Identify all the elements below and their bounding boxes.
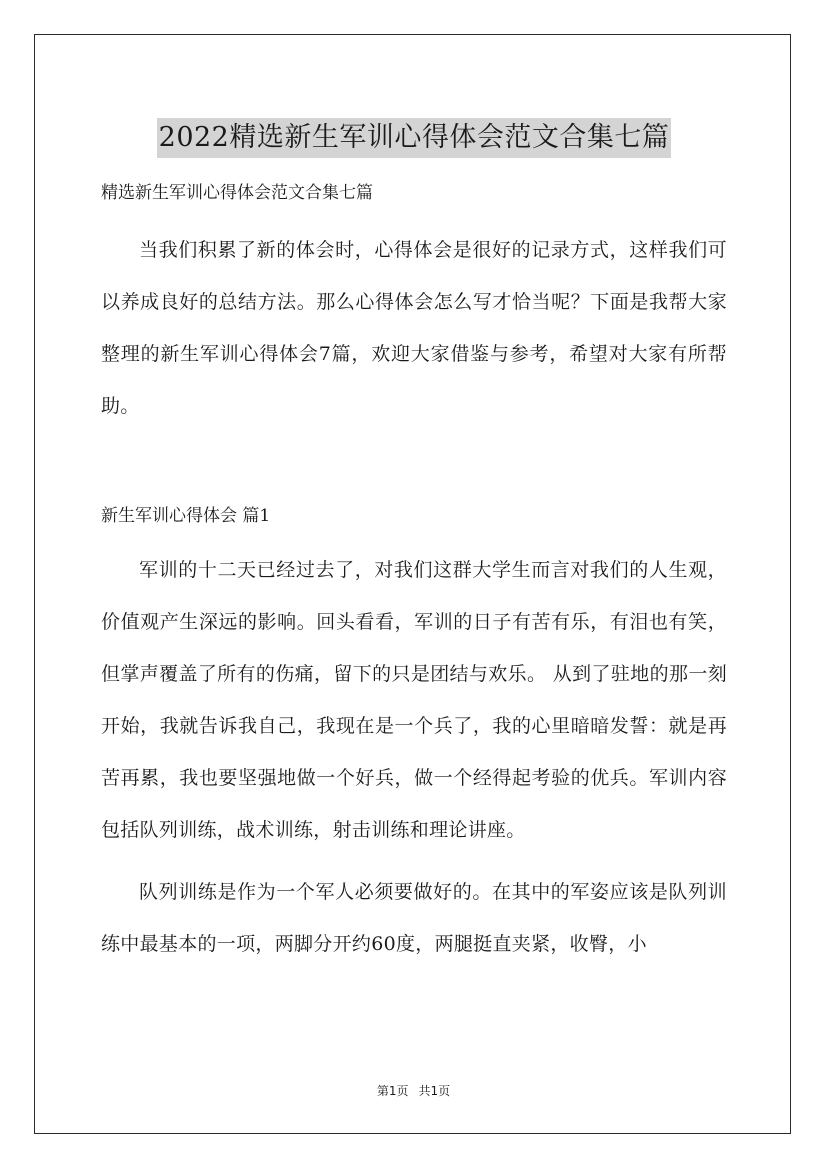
document-subtitle: 精选新生军训心得体会范文合集七篇 (101, 183, 373, 203)
section1-paragraph-2: 队列训练是作为一个军人必须要做好的。在其中的军姿应该是队列训练中最基本的一项，两脚分开约60度，两腿挺直夹紧，收臀，小 (101, 881, 727, 955)
page-footer (0, 1083, 827, 1099)
page-current-label: 第1页 (376, 1084, 409, 1098)
document-title: 2022精选新生军训心得体会范文合集七篇 (157, 118, 672, 158)
document-body (101, 100, 727, 970)
title-container (101, 100, 727, 154)
intro-paragraph: 当我们积累了新的体会时，心得体会是很好的记录方式，这样我们可以养成良好的总结方法。那么心得体会怎么写才恰当呢？下面是我帮大家整理的新生军训心得体会7篇，欢迎大家借鉴与参考，希望对大家有所帮助。 (101, 239, 727, 417)
section-heading-1: 新生军训心得体会 篇1 (101, 506, 271, 526)
page-total-label: 共1页 (418, 1084, 451, 1098)
section1-paragraph-1: 军训的十二天已经过去了，对我们这群大学生而言对我们的人生观，价值观产生深远的影响。回头看看，军训的日子有苦有乐，有泪也有笑，但掌声覆盖了所有的伤痛，留下的只是团结与欢乐。 从到了驻地的那一刻开始，我就告诉我自己，我现在是一个兵了，我的心里暗暗发誓：就是再苦再累，我也要坚强地做一个好兵，做一个经得起考验的优兵。军训内容包括队列训练，战术训练，射击训练和理论讲座。 (101, 559, 727, 841)
